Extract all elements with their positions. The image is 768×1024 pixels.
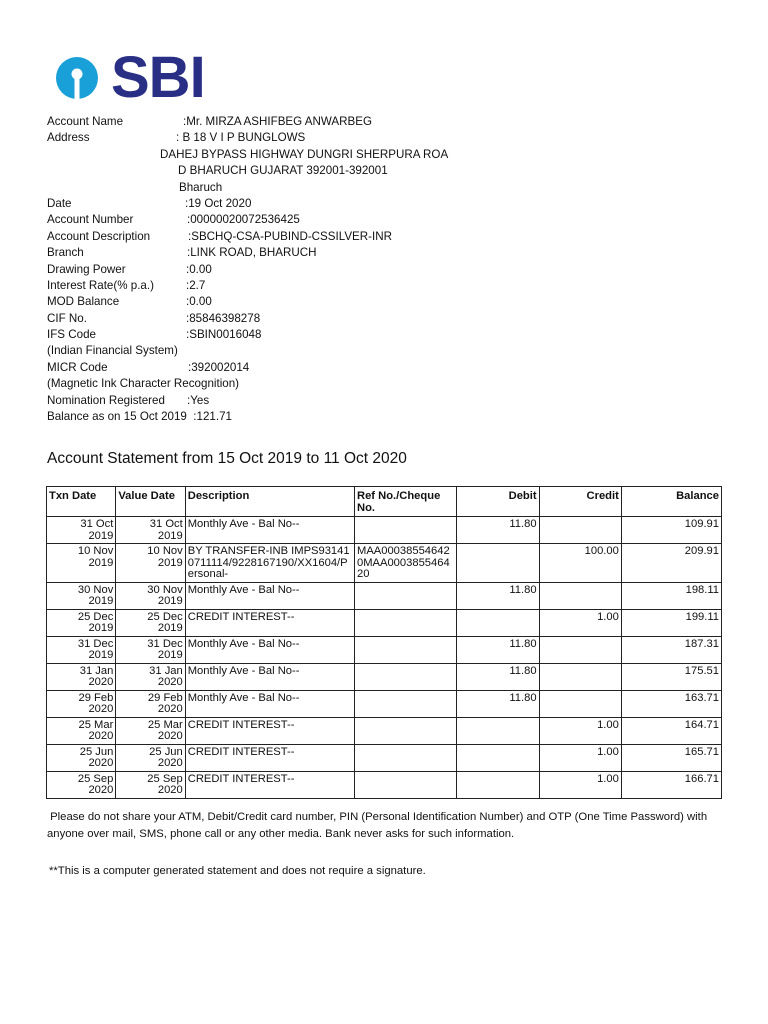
credit-cell: [539, 609, 621, 636]
credit-cell: [539, 582, 621, 609]
ref-no-cell: [355, 582, 457, 609]
table-row: [47, 517, 722, 544]
interest-rate-label: Interest Rate(% p.a.): [47, 278, 154, 292]
ref-no-cell: [355, 744, 457, 771]
txn-date-cell-part: 2019: [88, 529, 114, 542]
sbi-logo: [55, 45, 205, 110]
ref-no-cell: [355, 717, 457, 744]
micr-note: (Magnetic Ink Character Recognition): [47, 377, 240, 391]
txn-date-cell-part: 31 Jan: [79, 664, 114, 677]
txn-date-cell-part: 25 Dec: [77, 610, 114, 623]
debit-cell-part: 11.80: [509, 583, 537, 596]
balance-cell-part: 109.91: [684, 518, 719, 530]
txn-date-cell: [47, 690, 116, 717]
debit-cell-part: 11.80: [509, 518, 537, 530]
ref-no-cell: [355, 636, 457, 663]
balance-cell: [621, 544, 721, 583]
txn-date-cell-part: 25 Jun: [79, 745, 114, 758]
value-date-cell: [116, 663, 185, 690]
balance-cell: [621, 717, 721, 744]
value-date-cell-part: 2019: [157, 556, 183, 569]
date-value: :19 Oct 2020: [185, 196, 252, 210]
credit-cell: [539, 771, 621, 798]
txn-date-cell: [47, 609, 116, 636]
sbi-logo-text: SBI: [111, 45, 205, 110]
micr-code-label: MICR Code: [47, 360, 108, 374]
description-cell-part: CREDIT INTEREST--: [187, 745, 295, 758]
value-date-cell-part: 2019: [157, 529, 183, 542]
table-row: [47, 771, 722, 798]
credit-cell: [539, 636, 621, 663]
header-balance: Balance: [621, 487, 721, 517]
credit-cell: [539, 690, 621, 717]
debit-cell: [457, 582, 539, 609]
txn-date-cell-part: 30 Nov: [77, 583, 114, 596]
transactions-table: [46, 486, 722, 799]
value-date-cell: [116, 771, 185, 798]
description-cell: [185, 690, 354, 717]
sbi-logo-icon: [55, 56, 99, 100]
cif-label: CIF No.: [47, 311, 87, 325]
balance-cell: [621, 582, 721, 609]
ifs-code-label: IFS Code: [47, 328, 96, 342]
nomination-value: :Yes: [187, 393, 210, 407]
table-row: [47, 663, 722, 690]
debit-cell: [457, 517, 539, 544]
txn-date-cell-part: 31 Dec: [77, 637, 114, 650]
value-date-cell: [116, 636, 185, 663]
credit-cell-part: 1.00: [597, 610, 619, 623]
table-row: [47, 717, 722, 744]
description-cell: [185, 609, 354, 636]
value-date-cell-part: 31 Dec: [147, 637, 183, 650]
value-date-cell-part: 2020: [157, 703, 183, 715]
value-date-cell-part: 10 Nov: [147, 545, 183, 557]
description-cell-part: Monthly Ave - Bal No--: [187, 691, 300, 704]
header-txn-date: Txn Date: [47, 487, 116, 517]
description-cell: [185, 717, 354, 744]
txn-date-cell: [47, 517, 116, 544]
value-date-cell-part: 31 Oct: [149, 518, 183, 530]
computer-generated-note: **This is a computer generated statement and does not require a signature.: [49, 865, 426, 877]
balance-cell: [621, 663, 721, 690]
txn-date-cell: [47, 636, 116, 663]
date-label: Date: [47, 196, 72, 210]
drawing-power-value: :0.00: [186, 262, 212, 276]
description-cell: [185, 663, 354, 690]
txn-date-cell-part: 2020: [88, 703, 114, 715]
value-date-cell: [116, 690, 185, 717]
balance-cell: [621, 771, 721, 798]
value-date-cell: [116, 582, 185, 609]
description-cell: [185, 636, 354, 663]
description-cell-part: CREDIT INTEREST--: [187, 772, 295, 785]
debit-cell-part: 11.80: [509, 664, 537, 677]
txn-date-cell: [47, 771, 116, 798]
header-ref-no: Ref No./Cheque No.: [355, 487, 457, 517]
debit-cell: [457, 717, 539, 744]
balance-cell-part: 164.71: [684, 718, 719, 731]
value-date-cell-part: 31 Jan: [149, 664, 183, 677]
account-number-value: :00000020072536425: [187, 213, 300, 227]
value-date-cell: [116, 544, 185, 583]
ref-no-cell: [355, 544, 457, 583]
ref-no-cell: [355, 663, 457, 690]
description-cell-part: Monthly Ave - Bal No--: [187, 637, 300, 650]
value-date-cell-part: 2019: [157, 595, 183, 607]
balance-cell-part: 187.31: [684, 637, 719, 650]
balance-cell: [621, 636, 721, 663]
description-cell-part: Monthly Ave - Bal No--: [187, 583, 300, 596]
debit-cell: [457, 663, 539, 690]
value-date-cell-part: 25 Dec: [147, 610, 183, 623]
header-description: Description: [185, 487, 354, 517]
value-date-cell-part: 25 Sep: [147, 772, 183, 785]
txn-date-cell: [47, 544, 116, 583]
credit-cell-part: 1.00: [597, 718, 619, 731]
balance-cell-part: 175.51: [684, 664, 719, 677]
description-cell-part: Monthly Ave - Bal No--: [187, 664, 300, 677]
cif-value: :85846398278: [186, 311, 261, 325]
value-date-cell-part: 2019: [157, 649, 183, 661]
address-label: Address: [47, 131, 90, 145]
mod-balance-value: :0.00: [186, 295, 212, 309]
table-row: [47, 744, 722, 771]
description-cell: [185, 771, 354, 798]
description-cell-part: Monthly Ave - Bal No--: [187, 518, 300, 530]
txn-date-cell-part: 25 Sep: [77, 772, 114, 785]
value-date-cell-part: 2020: [157, 784, 183, 796]
value-date-cell-part: 30 Nov: [147, 583, 183, 596]
table-header-row: [47, 487, 722, 517]
credit-cell: [539, 744, 621, 771]
value-date-cell: [116, 717, 185, 744]
header-credit: Credit: [539, 487, 621, 517]
account-description-value: :SBCHQ-CSA-PUBIND-CSSILVER-INR: [188, 229, 392, 243]
balance-cell-part: 199.11: [685, 610, 719, 623]
security-notice: Please do not share your ATM, Debit/Credit card number, PIN (Personal Identification Number) and OTP (One Time Password) with anyone over mail, SMS, phone call or any other media. Bank never asks for such information.: [47, 811, 711, 840]
description-cell: [185, 517, 354, 544]
ifs-code-value: :SBIN0016048: [186, 328, 262, 342]
credit-cell-part: 1.00: [597, 772, 619, 785]
drawing-power-label: Drawing Power: [47, 262, 126, 276]
credit-cell: [539, 717, 621, 744]
txn-date-cell: [47, 582, 116, 609]
debit-cell: [457, 609, 539, 636]
balance-cell: [621, 609, 721, 636]
account-description-label: Account Description: [47, 229, 151, 243]
txn-date-cell-part: 31 Oct: [80, 518, 114, 530]
txn-date-cell-part: 2020: [88, 676, 114, 688]
address-line-3: D BHARUCH GUJARAT 392001-392001: [178, 164, 388, 178]
txn-date-cell-part: 25 Mar: [78, 718, 114, 731]
txn-date-cell-part: 2019: [88, 622, 114, 634]
address-line-2: DAHEJ BYPASS HIGHWAY DUNGRI SHERPURA ROA: [160, 147, 449, 161]
balance-cell: [621, 517, 721, 544]
ifs-note: (Indian Financial System): [47, 344, 178, 358]
balance-cell-part: 198.11: [685, 583, 719, 596]
credit-cell: [539, 517, 621, 544]
debit-cell: [457, 690, 539, 717]
txn-date-cell-part: 2020: [88, 757, 114, 769]
txn-date-cell: [47, 717, 116, 744]
txn-date-cell-part: 29 Feb: [78, 691, 114, 704]
txn-date-cell-part: 10 Nov: [77, 545, 114, 557]
debit-cell: [457, 771, 539, 798]
value-date-cell-part: 2020: [157, 757, 183, 769]
description-cell: [185, 544, 354, 583]
account-name-value: :Mr. MIRZA ASHIFBEG ANWARBEG: [183, 115, 372, 128]
credit-cell-part: 100.00: [584, 545, 619, 557]
txn-date-cell-part: 2019: [88, 556, 114, 569]
balance-cell-part: 165.71: [684, 745, 719, 758]
credit-cell: [539, 663, 621, 690]
description-cell-part: CREDIT INTEREST--: [187, 718, 295, 731]
debit-cell-part: 11.80: [509, 637, 537, 650]
value-date-cell: [116, 517, 185, 544]
value-date-cell-part: 2020: [157, 676, 183, 688]
value-date-cell-part: 25 Mar: [147, 718, 183, 731]
description-cell-part: CREDIT INTEREST--: [187, 610, 295, 623]
credit-cell: [539, 544, 621, 583]
value-date-cell: [116, 609, 185, 636]
description-cell-part: BY TRANSFER-INB IMPS931410711114/9228167190/XX1604/Personal-: [187, 545, 350, 580]
balance-cell: [621, 744, 721, 771]
mod-balance-label: MOD Balance: [47, 295, 120, 309]
header-debit: Debit: [457, 487, 539, 517]
table-row: [47, 636, 722, 663]
balance-cell: [621, 690, 721, 717]
debit-cell: [457, 544, 539, 583]
value-date-cell-part: 2020: [157, 730, 183, 742]
credit-cell-part: 1.00: [597, 745, 619, 758]
debit-cell: [457, 636, 539, 663]
account-number-label: Account Number: [47, 213, 134, 227]
table-row: [47, 690, 722, 717]
branch-value: :LINK ROAD, BHARUCH: [187, 246, 317, 260]
txn-date-cell: [47, 663, 116, 690]
balance-cell-part: 163.71: [684, 691, 719, 704]
txn-date-cell-part: 2020: [88, 730, 114, 742]
txn-date-cell-part: 2020: [88, 784, 114, 796]
ref-no-cell: [355, 609, 457, 636]
interest-rate-value: :2.7: [186, 278, 206, 292]
value-date-cell: [116, 744, 185, 771]
address-line-4: Bharuch: [179, 180, 223, 194]
description-cell: [185, 744, 354, 771]
txn-date-cell-part: 2019: [88, 595, 114, 607]
table-row: [47, 582, 722, 609]
statement-title: Account Statement from 15 Oct 2019 to 11 Oct 2020: [47, 450, 407, 467]
txn-date-cell: [47, 744, 116, 771]
branch-label: Branch: [47, 246, 84, 260]
table-row: [47, 544, 722, 583]
ref-no-cell-part: MAA000385546420MAA000385546420: [357, 545, 450, 580]
address-line-1: : B 18 V I P BUNGLOWS: [176, 131, 306, 145]
nomination-label: Nomination Registered: [47, 393, 165, 407]
value-date-cell-part: 29 Feb: [147, 691, 183, 704]
opening-balance: Balance as on 15 Oct 2019 :121.71: [47, 410, 232, 424]
ref-no-cell: [355, 771, 457, 798]
table-row: [47, 609, 722, 636]
account-name-label: Account Name: [47, 115, 124, 128]
txn-date-cell-part: 2019: [88, 649, 114, 661]
value-date-cell-part: 2019: [157, 622, 183, 634]
value-date-cell-part: 25 Jun: [149, 745, 183, 758]
micr-code-value: :392002014: [188, 360, 250, 374]
debit-cell: [457, 744, 539, 771]
header-value-date: Value Date: [116, 487, 185, 517]
ref-no-cell: [355, 517, 457, 544]
description-cell: [185, 582, 354, 609]
ref-no-cell: [355, 690, 457, 717]
balance-cell-part: 209.91: [684, 545, 719, 557]
balance-cell-part: 166.71: [684, 772, 719, 785]
debit-cell-part: 11.80: [509, 691, 537, 704]
